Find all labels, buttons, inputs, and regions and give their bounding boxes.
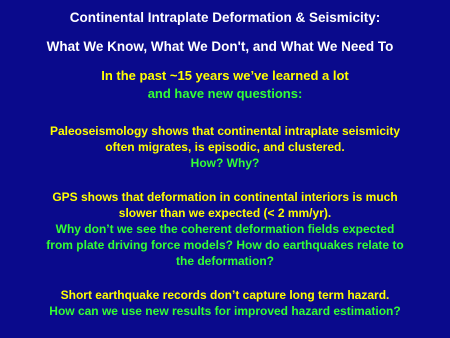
slide-subtitle: What We Know, What We Don't, and What We Need To <box>46 39 394 54</box>
hazard-line-1: Short earthquake records don’t capture long term hazard. <box>60 288 390 302</box>
intro-line-2: and have new questions: <box>147 86 303 101</box>
paleo-line-1: Paleoseismology shows that continental intraplate seismicity <box>49 124 401 138</box>
paleo-question: How? Why? <box>190 156 260 170</box>
hazard-question: How can we use new results for improved hazard estimation? <box>49 304 401 318</box>
gps-paragraph <box>4 189 446 269</box>
gps-line-2: slower than we expected (< 2 mm/yr). <box>118 206 332 220</box>
paleo-line-2: often migrates, is episodic, and clustered. <box>105 140 345 154</box>
gps-question-1: Why don’t we see the coherent deformation fields expected <box>55 222 395 236</box>
paleoseismology-paragraph <box>4 123 446 171</box>
gps-question-3: the deformation? <box>176 254 274 268</box>
intro-text <box>0 67 450 103</box>
hazard-paragraph <box>4 287 446 319</box>
slide-title: Continental Intraplate Deformation & Seismicity: <box>69 10 381 25</box>
gps-question-2: from plate driving force models? How do earthquakes relate to <box>46 238 404 252</box>
intro-line-1: In the past ~15 years we’ve learned a lot <box>101 68 349 83</box>
gps-line-1: GPS shows that deformation in continental interiors is much <box>52 190 398 204</box>
